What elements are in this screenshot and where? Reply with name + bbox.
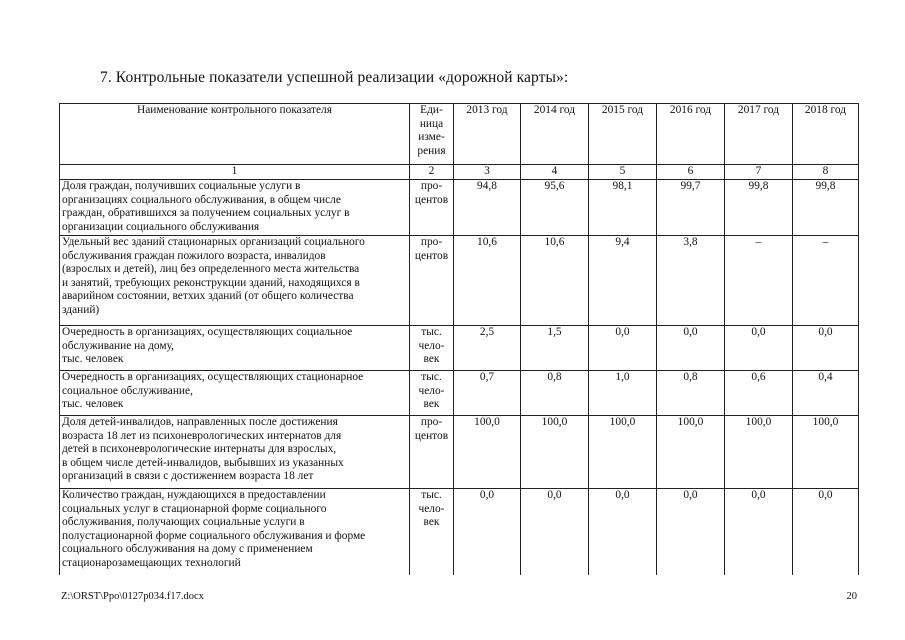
value-cell: 0,0 [725,326,793,371]
value-cell: 0,0 [725,489,793,575]
header-unit: Еди- ница изме- рения [410,104,454,165]
indicator-name: Удельный вес зданий стационарных организаций социального обслуживания граждан пожилого возраста, инвалидов (взрослых и детей), лиц без определенного места жительства и занятий, требующих реконструкции зданий, находящихся в аварийном состоянии, ветхих зданий (от общего количества зданий) [60,236,410,326]
column-number: 4 [521,165,589,180]
table-row [60,489,859,575]
table-row [60,326,859,371]
value-cell: 10,6 [454,236,521,326]
value-cell: 0,0 [793,489,859,575]
column-number: 5 [589,165,657,180]
value-cell: 0,0 [454,489,521,575]
table-row [60,236,859,326]
value-cell: 0,8 [521,371,589,416]
value-cell: 3,8 [657,236,725,326]
value-cell: 100,0 [725,416,793,489]
indicator-unit: про- центов [410,180,454,236]
value-cell: 100,0 [521,416,589,489]
header-row [60,104,859,165]
page-number: 20 [846,591,857,602]
section-heading: 7. Контрольные показатели успешной реализации «дорожной карты»: [100,69,569,86]
header-year: 2013 год [454,104,521,165]
value-cell: 98,1 [589,180,657,236]
value-cell: 0,0 [793,326,859,371]
header-year: 2014 год [521,104,589,165]
value-cell: 10,6 [521,236,589,326]
indicator-unit: тыс. чело- век [410,371,454,416]
value-cell: 99,8 [793,180,859,236]
value-cell: 0,0 [589,326,657,371]
indicator-name: Очередность в организациях, осуществляющих социальное обслуживание на дому, тыс. человек [60,326,410,371]
column-number: 6 [657,165,725,180]
value-cell: 100,0 [454,416,521,489]
value-cell: – [793,236,859,326]
value-cell: 0,0 [657,326,725,371]
value-cell: 9,4 [589,236,657,326]
column-number: 2 [410,165,454,180]
value-cell: 100,0 [793,416,859,489]
value-cell: 0,6 [725,371,793,416]
indicator-unit: про- центов [410,236,454,326]
value-cell: 100,0 [657,416,725,489]
value-cell: 0,4 [793,371,859,416]
table-row [60,371,859,416]
header-year: 2017 год [725,104,793,165]
value-cell: 99,8 [725,180,793,236]
indicator-name: Количество граждан, нуждающихся в предоставлении социальных услуг в стационарной форме социального обслуживания, получающих социальные услуги в полустационарной форме социального обслуживания и форме социального обслуживания на дому с применением стационарозамещающих технологий [60,489,410,575]
indicator-unit: тыс. чело- век [410,489,454,575]
value-cell: 2,5 [454,326,521,371]
footer-file-path: Z:\ORST\Ppo\0127p034.f17.docx [61,591,204,602]
value-cell: 99,7 [657,180,725,236]
column-number: 7 [725,165,793,180]
value-cell: 0,0 [521,489,589,575]
indicator-unit: про- центов [410,416,454,489]
header-year: 2015 год [589,104,657,165]
value-cell: 0,0 [657,489,725,575]
kpi-table [59,103,859,575]
column-number: 3 [454,165,521,180]
numbering-row [60,165,859,180]
value-cell: 0,0 [589,489,657,575]
column-number: 1 [60,165,410,180]
value-cell: 0,7 [454,371,521,416]
value-cell: 94,8 [454,180,521,236]
value-cell: – [725,236,793,326]
indicator-name: Очередность в организациях, осуществляющих стационарное социальное обслуживание, тыс. человек [60,371,410,416]
header-year: 2016 год [657,104,725,165]
value-cell: 95,6 [521,180,589,236]
indicator-name: Доля детей-инвалидов, направленных после достижения возраста 18 лет из психоневрологических интернатов для детей в психоневрологические интернаты для взрослых, в общем числе детей-инвалидов, выбывших из указанных организаций в связи с достижением возраста 18 лет [60,416,410,489]
table-row [60,180,859,236]
table-row [60,416,859,489]
header-year: 2018 год [793,104,859,165]
value-cell: 1,0 [589,371,657,416]
indicator-name: Доля граждан, получивших социальные услуги в организациях социального обслуживания, в общем числе граждан, обратившихся за получением социальных услуг в организации социального обслуживания [60,180,410,236]
value-cell: 100,0 [589,416,657,489]
column-number: 8 [793,165,859,180]
header-name: Наименование контрольного показателя [60,104,410,165]
value-cell: 0,8 [657,371,725,416]
indicator-unit: тыс. чело- век [410,326,454,371]
value-cell: 1,5 [521,326,589,371]
